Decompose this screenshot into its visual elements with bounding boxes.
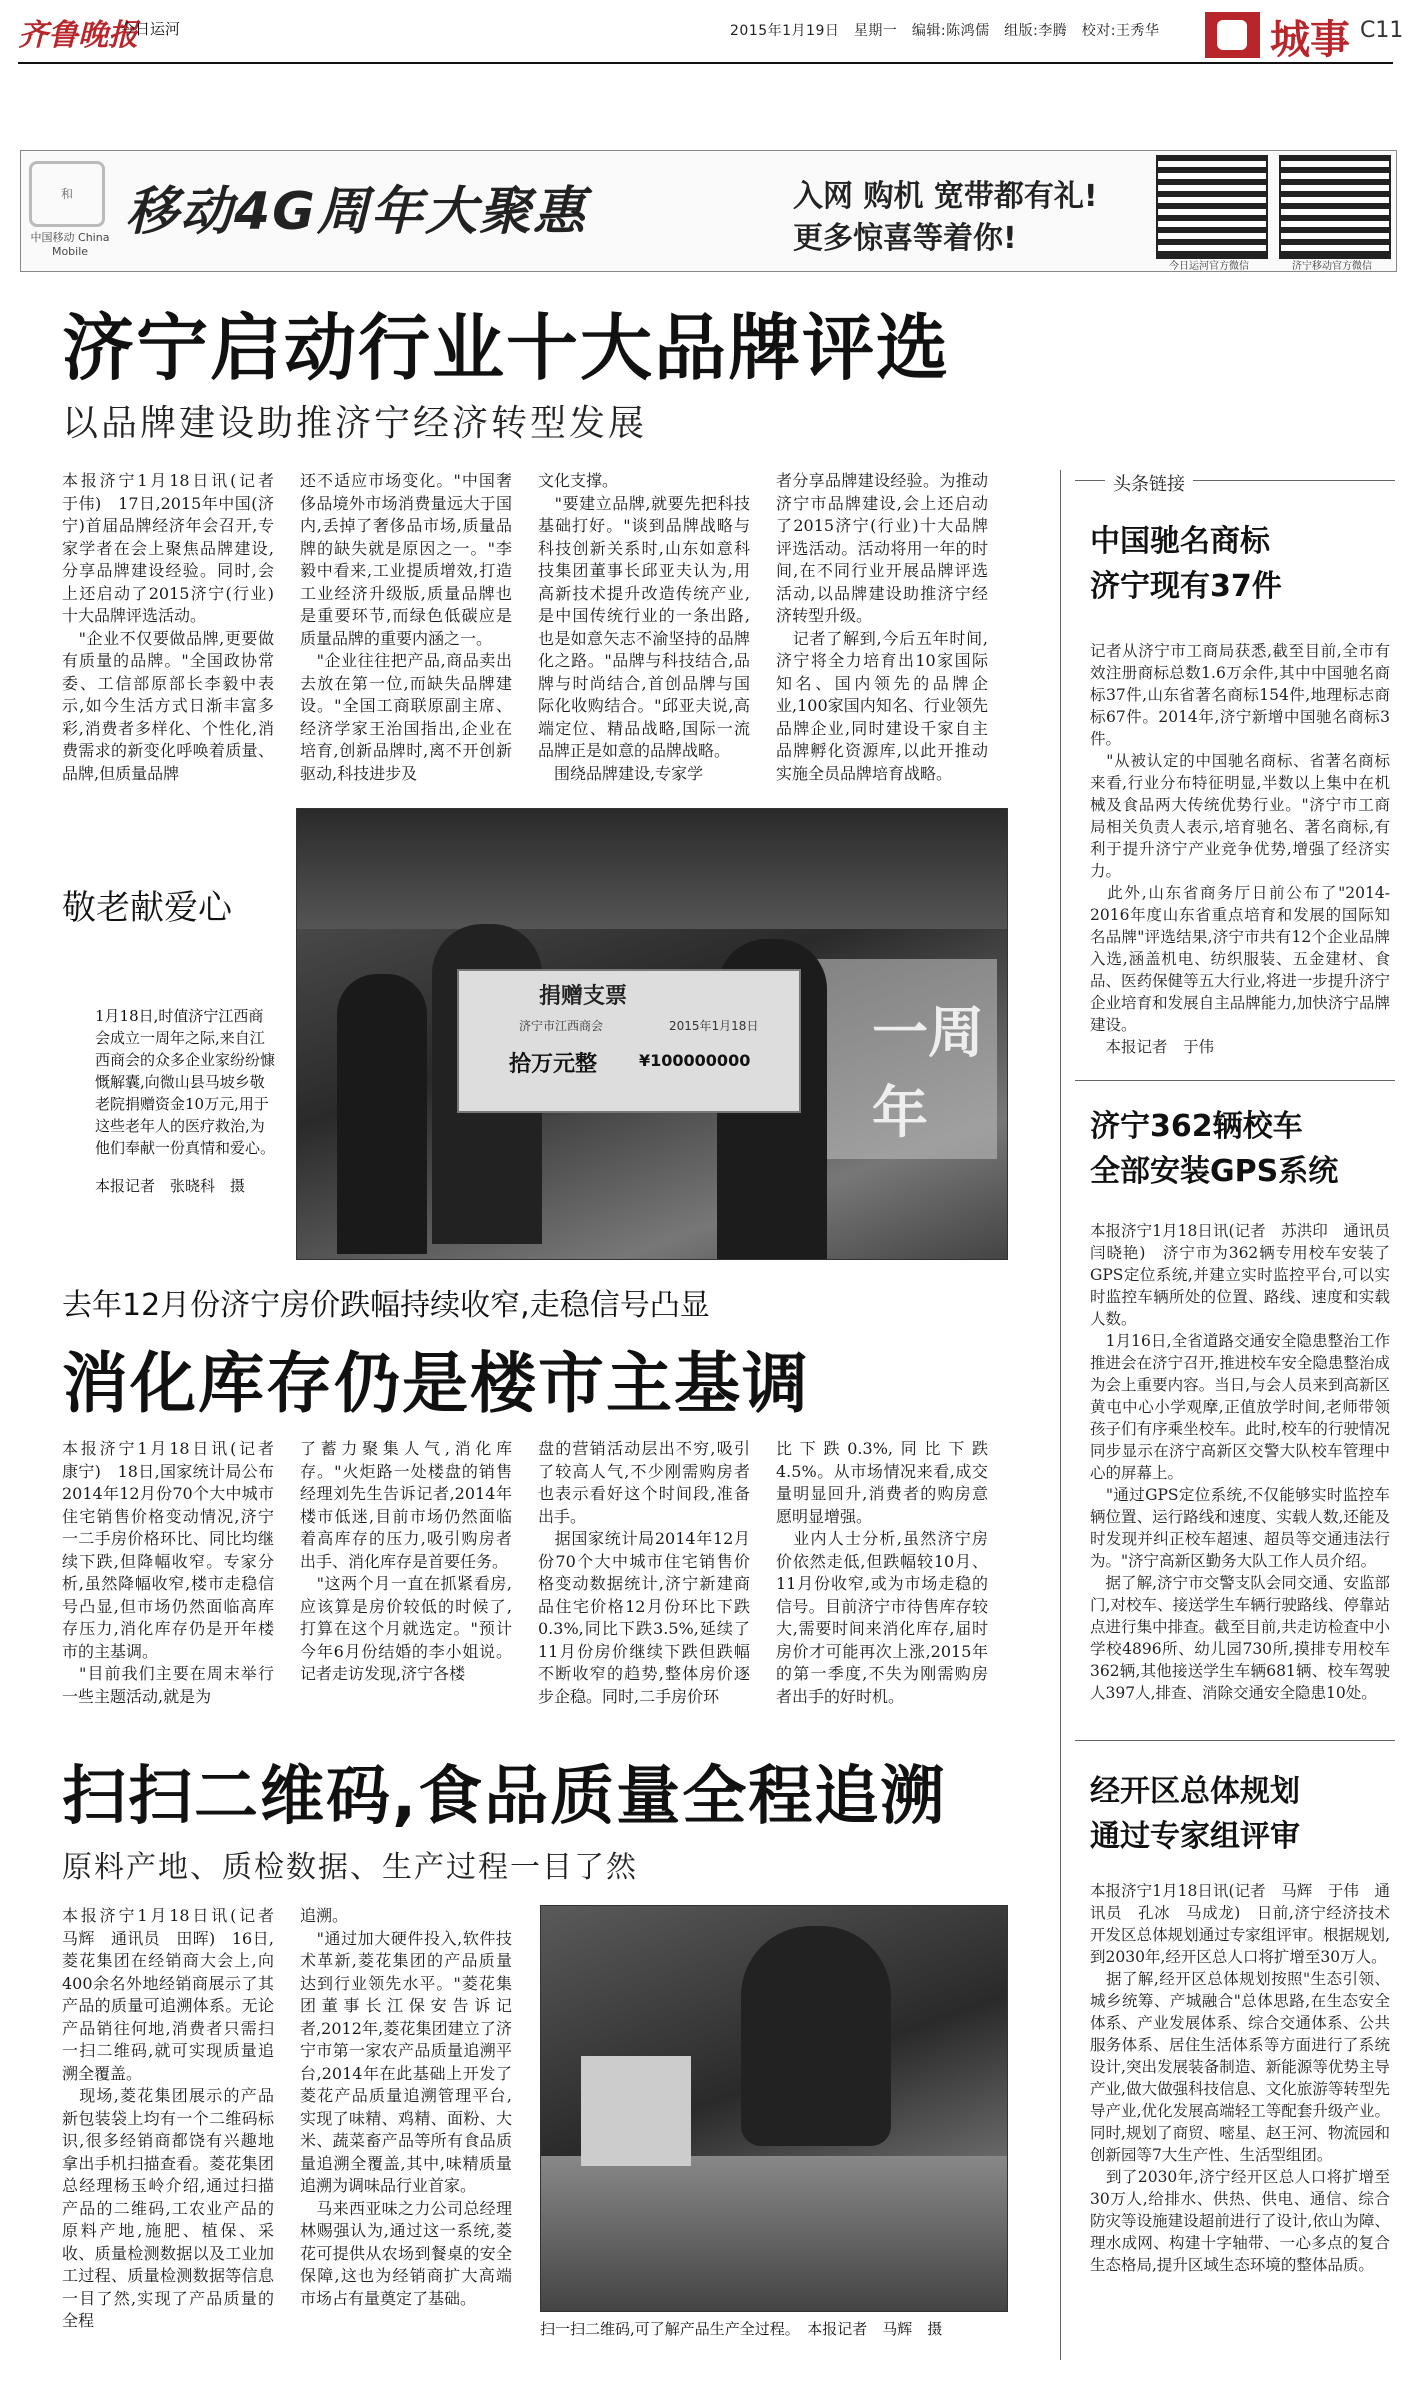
city-section-logo-icon [1205,12,1260,58]
cheque-number: ¥100000000 [639,1051,751,1070]
product-package [581,2056,691,2166]
sidebar-label: 头条链接 [1105,470,1193,496]
cheque-org: 济宁市江西商会 [519,1019,604,1033]
article1-title: 济宁启动行业十大品牌评选 [62,306,951,390]
article2-col3: 盘的营销活动层出不穷,吸引了较高人气,不少刚需购房者也表示看好这个时间段,准备出手。 据国家统计局2014年12月份70个大中城市住宅销售价格变动数据统计,济宁新建商品住宅价格12月份环比下跌0.3%,同比下跌3.5%,延续了11月份房价继续下跌但跌幅不断收窄的趋势,整体房价逐步企稳。同时,二手房价环 [538,1439,750,1706]
ad-headline: 移动4G周年大聚惠 [126,182,587,242]
advertisement-banner [20,150,1397,272]
sidebar-story1-body: 记者从济宁市工商局获悉,截至目前,全市有效注册商标总数1.6万余件,其中中国驰名商标37件,山东省著名商标154件,地理标志商标67件。2014年,济宁新增中国驰名商标3件。 "从被认定的中国驰名商标、省著名商标来看,行业分布特征明显,半数以上集中在机械及食品两大传统优势行业。"济宁市工商局相关负责人表示,培育驰名、著名商标,有利于提升济宁产业竞争优势,增强了经济实力。 此外,山东省商务厅日前公布了"2014-2016年度山东省重点培育和发展的国际知名品牌"评选结果,济宁市共有12个企业品牌入选,涵盖机电、纺织服装、五金建材、食品、医药保健等五大行业,将进一步提升济宁企业培育和发展自主品牌能力,加快济宁品牌建设。 本报记者 于伟 [1090,642,1390,1056]
sidebar-story2-title-2: 全部安装GPS系统 [1090,1154,1339,1189]
ad-brand-sub: 中国移动 China Mobile [30,231,110,258]
ad-line-2: 更多惊喜等着你! [793,221,1017,256]
article1-col3: 文化支撑。 "要建立品牌,就要先把科技基础打好。"谈到品牌战略与科技创新关系时,山东如意科技集团董事长邱亚夫认为,用高新技术提升改造传统产业,是中国传统行业的一条出路,也是如意矢志不渝坚持的品牌化之路。"品牌与科技结合,品牌与时尚结合,首创品牌与国际化收购结合。"邱亚夫说,高端定位、精品战略,国际一流品牌正是如意的品牌战略。 围绕品牌建设,专家学 [538,471,750,783]
china-mobile-logo-icon: 和 [29,161,105,227]
sidebar-rule-2 [1075,1080,1395,1081]
qr-code-icon [1279,155,1391,259]
article1-col1: 本报济宁1月18日讯(记者 于伟) 17日,2015年中国(济宁)首届品牌经济年会召开,专家学者在会上聚焦品牌建设,分享品牌建设经验。同时,会上还启动了2015济宁(行业)十大品牌评选活动。 "企业不仅要做品牌,更要做有质量的品牌。"全国政协常委、工信部原部长李毅中表示,如今生活方式日渐丰富多彩,消费者多样化、个性化,消费需求的新变化呼唤着质量、品牌,但质量品牌 [62,471,274,783]
article2-col1: 本报济宁1月18日讯(记者 康宁) 18日,国家统计局公布2014年12月份70个大中城市住宅销售价格变动情况,济宁一二手房价格环比、同比均继续下跌,但降幅收窄。专家分析,虽然降幅收窄,楼市走稳信号凸显,但市场仍然面临高库存压力,消化库存仍是开年楼市的主基调。 "目前我们主要在周末举行一些主题活动,就是为 [62,1439,274,1706]
sidebar-divider [1060,470,1061,2360]
article3-col2: 追溯。 "通过加大硬件投入,软件技术革新,菱花集团的产品质量达到行业领先水平。"菱花集团董事长江保安告诉记者,2012年,菱花集团建立了济宁市第一家农产品质量追溯平台,2014年在此基础上开发了菱花产品质量追溯管理平台,实现了味精、鸡精、面粉、大米、蔬菜畜产品等所有食品质量追溯全覆盖,其中,味精质量追溯为调味品行业首家。 马来西亚味之力公司总经理林赐强认为,通过这一系统,菱花可提供从农场到餐桌的安全保障,这也为经销商扩大高端市场占有量奠定了基础。 [300,1906,512,2308]
article3-subtitle: 原料产地、质检数据、生产过程一目了然 [62,1850,638,1885]
newspaper-masthead: 齐鲁晚报 [18,18,138,53]
qr-label-1: 今日运河官方微信 [1169,261,1249,272]
photo1-credit: 本报记者 张晓科 摄 [95,1177,246,1195]
qr-label-2: 济宁移动官方微信 [1292,261,1372,272]
city-section-title: 城事 [1270,17,1350,63]
article3-col1: 本报济宁1月18日讯(记者 马辉 通讯员 田晖) 16日,菱花集团在经销商大会上,向400余名外地经销商展示了其产品的质量可追溯体系。无论产品销往何地,消费者只需扫一扫二维码,就可实现质量追溯全覆盖。 现场,菱花集团展示的产品新包装袋上均有一个二维码标识,很多经销商都饶有兴趣地拿出手机扫描查看。菱花集团总经理杨玉岭介绍,通过扫描产品的二维码,工农业产品的原料产地,施肥、植保、采收、质量检测数据以及工业加工过程、质量检测数据等信息一目了然,实现了产品质量的全程 [62,1906,274,2330]
sidebar-story3-title-2: 通过专家组评审 [1090,1819,1300,1854]
header-rule [18,62,1393,64]
cheque-title: 捐赠支票 [539,984,628,1009]
sidebar-story2-title-1: 济宁362辆校车 [1090,1109,1303,1144]
donation-cheque [457,969,801,1113]
person-left [337,974,427,1254]
section-name: 今日运河 [120,20,181,38]
article2-title: 消化库存仍是楼市主基调 [62,1345,810,1422]
table-products [541,2156,1007,2311]
photo1-caption: 1月18日,时值济宁江西商会成立一周年之际,来自江西商会的众多企业家纷纷慷慨解囊,向微山县马坡乡敬老院捐赠资金10万元,用于这些老年人的医疗救治,为他们奉献一份真情和爱心。 [95,1007,276,1157]
qr-code-icon [1156,155,1268,259]
photo1-title: 敬老献爱心 [62,888,232,928]
article1-col4: 者分享品牌建设经验。为推动济宁市品牌建设,会上还启动了2015济宁(行业)十大品牌评选活动。活动将用一年的时间,在不同行业开展品牌评选活动,以品牌建设助推济宁经济转型升级。 记者了解到,今后五年时间,济宁将全力培育出10家国际知名、国内领先的品牌企业,100家国内知名、行业领先品牌企业,同时建设千家自主品牌孵化资源库,以此开推动实施全员品牌培育战略。 [776,471,988,783]
cheque-date: 2015年1月18日 [669,1019,759,1033]
article3-photo-caption: 扫一扫二维码,可了解产品生产全过程。 本报记者 马辉 摄 [540,2320,943,2338]
article2-kicker: 去年12月份济宁房价跌幅持续收窄,走稳信号凸显 [62,1288,710,1323]
ad-line-1: 入网 购机 宽带都有礼! [793,179,1098,214]
cheque-amount: 拾万元整 [509,1052,598,1077]
sidebar-story1-title-1: 中国驰名商标 [1090,524,1270,559]
charity-donation-photo [296,808,1008,1260]
sidebar-story3-title-1: 经开区总体规划 [1090,1774,1300,1809]
article2-col4: 比下跌0.3%,同比下跌4.5%。从市场情况来看,成交量明显回升,消费者的购房意愿明显增强。 业内人士分析,虽然济宁房价依然走低,但跌幅较10月、11月份收窄,或为市场走稳的信号。目前济宁市待售库存较大,需要时间来消化库存,届时房价才可能再次上涨,2015年的第一季度,不失为刚需购房者出手的好时机。 [776,1439,988,1706]
sidebar-story3-body: 本报济宁1月18日讯(记者 马辉 于伟 通讯员 孔冰 马成龙) 日前,济宁经济技术开发区总体规划通过专家组评审。根据规划,到2030年,经开区总人口将扩增至30万人。 据了解,经开区总体规划按照"生态引领、城乡统筹、产城融合"总体思路,在生态安全体系、产业发展体系、综合交通体系、公共服务体系、居住生活体系等方面进行了系统设计,突出发展装备制造、新能源等优势主导产业,做大做强科技信息、文化旅游等转型先导产业,优化发展高端轻工等配套升级产业。同时,规划了商贸、嘧星、赵王河、物流园和创新园等7大生产性、生活型组团。 到了2030年,济宁经开区总人口将扩增至30万人,给排水、供热、供电、通信、综合防灾等设施建设超前进行了设计,依山为障、理水成网、构建十字轴带、一心多点的复合生态格局,提升区域生态环境的整体品质。 [1090,1882,1390,2274]
article1-subtitle: 以品牌建设助推济宁经济转型发展 [62,403,648,444]
page-meta: 2015年1月19日 星期一 编辑:陈鸿儒 组版:李腾 校对:王秀华 [730,23,1160,39]
article2-col2: 了蓄力聚集人气,消化库存。"火炬路一处楼盘的销售经理刘先生告诉记者,2014年楼市低迷,目前市场仍然面临着高库存的压力,吸引购房者出手、消化库存是首要任务。 "这两个月一直在抓紧看房,应该算是房价较低的时候了,打算在这个月就选定。"预计今年6月份结婚的李小姐说。记者走访发现,济宁各楼 [300,1439,512,1683]
qr-scan-photo [540,1905,1008,2312]
sidebar-story2-body: 本报济宁1月18日讯(记者 苏洪印 通讯员 闫晓艳) 济宁市为362辆专用校车安装了GPS定位系统,并建立实时监控平台,可以实时监控车辆所处的位置、路线、速度和实载人数。 1月16日,全省道路交通安全隐患整治工作推进会在济宁召开,推进校车安全隐患整治成为会上重要内容。当日,与会人员来到高新区黄屯中心小学观摩,正值放学时间,老师带领孩子们有序乘坐校车。此时,校车的行驶情况同步显示在济宁高新区交警大队校车管理中心的屏幕上。 "通过GPS定位系统,不仅能够实时监控车辆位置、运行路线和速度、实载人数,还能及时发现并纠正校车超速、超员等交通违法行为。"济宁高新区勤务大队工作人员介绍。 据了解,济宁市交警支队会同交通、安监部门,对校车、接送学生车辆行驶路线、停靠站点进行集中排查。截至目前,共走访检查中小学校4896所、幼儿园730所,摸排专用校车362辆,其他接送学生车辆681辆、校车驾驶人397人,排查、消除交通安全隐患10处。 [1090,1222,1390,1702]
photo-ceiling [297,809,1007,929]
sidebar-rule-3 [1075,1740,1395,1741]
page-number: C11 [1360,18,1404,43]
person-scanning [741,1926,891,2146]
article3-title: 扫扫二维码,食品质量全程追溯 [62,1760,947,1834]
sidebar-story1-title-2: 济宁现有37件 [1090,569,1282,604]
article1-col2: 还不适应市场变化。"中国奢侈品境外市场消费量远大于国内,丢掉了奢侈品市场,质量品牌的缺失就是原因之一。"李毅中看来,工业提质增效,打造工业经济升级版,质量品牌也是重要环节,而绿色低碳应是质量品牌的重要内涵之一。 "企业往往把产品,商品卖出去放在第一位,而缺失品牌建设。"全国工商联原副主席、经济学家王治国指出,企业在培育,创新品牌时,离不开创新驱动,科技进步及 [300,471,512,783]
banner-text: 一周年 [872,1001,984,1146]
